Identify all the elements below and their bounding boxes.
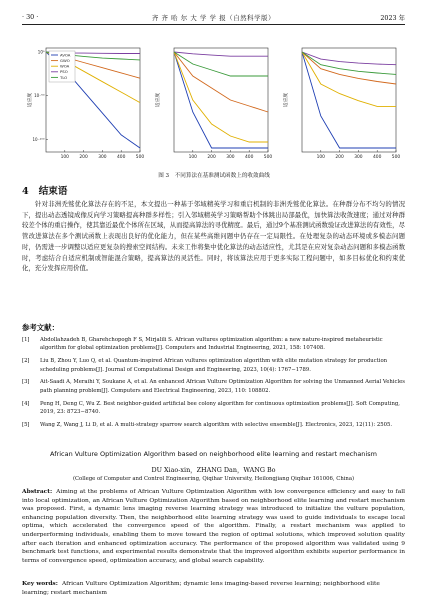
x-tick-label: 100: [60, 155, 69, 160]
page-number: · 30 ·: [22, 13, 39, 21]
x-tick-label: 400: [245, 155, 254, 160]
reference-number: [2]: [22, 358, 30, 365]
reference-text: Abdollahzadeh B, Gharehchopogh F S, Mirjalili S. African vultures optimization algorithm: a new nature-inspired metaheuristic algorithm for global optimization problems[J]. Computers and Industrial Engineering, 2021, 158: 107408.: [40, 337, 383, 352]
abstract-label: Abstract:: [22, 488, 53, 495]
reference-number: [5]: [22, 421, 30, 428]
section-title: 结束语: [38, 186, 68, 197]
reference-text: Peng H, Deng C, Wu Z. Best neighbor-guided artificial bee colony algorithm for continuous optimization problems[J]. Soft Computing, 2019, 23: 8723−8740.: [40, 400, 400, 416]
english-authors: DU Xiao-xin，ZHANG Dan，WANG Bo: [151, 466, 276, 474]
references-heading: 参考文献：: [22, 323, 59, 332]
x-tick-label: 400: [373, 155, 382, 160]
y-tick-label: 10⁻¹⁰⁰: [32, 136, 45, 142]
abstract-text: Aiming at the problems of African Vulture Optimization Algorithm with low convergence efficiency and easy to fall into local optimization, an African Vulture Optimization Algorithm based on neighborhood elite learning and restart mechanism was proposed. First, a dynamic lens imaging reverse learning strategy was introduced to initialize the vulture population, enhancing population diversity. Then, the neighborhood elite learning strategy was used to guide individuals to escape local optima, which accelerated the convergence speed of the algorithm. Finally, a restart mechanism was applied to underperforming individuals, enabling them to move toward the region of optimal solutions, which improved solution quality after each iteration and enhanced optimization accuracy. The performance of the proposed algorithm was validated using 9 benchmark test functions, and experimental results demonstrate that the improved algorithm exhibits superior performance in terms of convergence speed, optimization accuracy, and global search capability.: [22, 489, 405, 564]
english-affiliation: (College of Computer and Control Engineering, Qiqihar University, Heilongjiang Qiqihar 161006, China): [72, 476, 355, 482]
reference-text: Liu B, Zhou Y, Luo Q, et al. Quantum-inspired African vultures optimization algorithm with elite mutation strategy for production scheduling problems[J]. Journal of Computational Design and Engineering, 2023, 10(4): 1767−1789.: [40, 358, 388, 373]
plot-middle: [154, 44, 272, 168]
convergence-plot-middle: [154, 44, 272, 168]
x-tick-label: 200: [79, 155, 88, 160]
y-axis-label: 适应度: [28, 92, 33, 108]
reference-item: [22, 378, 405, 395]
x-tick-label: 200: [335, 155, 344, 160]
section-number: 4: [22, 186, 29, 197]
series-line: [302, 52, 396, 65]
x-tick-label: 300: [226, 155, 235, 160]
reference-text: Ait-Saadi A, Meraihi Y, Soukane A, et al. An enhanced African Vulture Optimization Algorithm for solving the Unmanned Aerial Vehicles path planning problem[J]. Computers and Electrical Engineering, 2023, 110: 108802.: [40, 379, 405, 394]
x-tick-label: 500: [263, 155, 272, 160]
x-tick-label: 200: [207, 155, 216, 160]
section-heading: [22, 183, 67, 197]
references-list: [22, 336, 405, 434]
convergence-plot-left: [26, 44, 144, 168]
x-tick-label: 100: [316, 155, 325, 160]
x-tick-label: 300: [354, 155, 363, 160]
x-tick-label: 500: [391, 155, 400, 160]
figure-caption: 图 3 不同算法在基准测试函数上的收敛曲线: [158, 173, 270, 179]
reference-text: Wang Z, Wang J, Li D, et al. A multi-strategy sparrow search algorithm with selective ensemble[J]. Electronics, 2023, 12(11): 2505.: [40, 421, 393, 428]
header-rule: [22, 24, 405, 25]
y-tick-label: 10⁻⁵⁰: [34, 93, 45, 99]
series-line: [302, 52, 396, 106]
conclusion-paragraph: 针对非洲秃鹫优化算法存在的不足，本文提出一种基于邻域精英学习和重启机制的非洲秃鹫优化算法。在种群分布不均匀的情况下，提出动态透镜成像反向学习策略提高种群多样性；引入邻域精英学习策略帮助个体跳出局部最优，加快算法收敛速度；通过对种群较差个体的重启操作，使其靠近最优个体所在区域，从而提高算法的寻优精度。最后，通过9个基准测试函数验证改进算法的有效性，尽管改进算法在多个测试函数上表现出良好的优化能力，但在某些高维问题中仍存在一定局限性。在处理复杂的动态环境或多模态问题时，仍需进一步调整以适应更复杂的搜索空间结构。未来工作将集中优化算法的动态适应性，尤其是在应对复杂动态问题和多模态函数时，考虑结合自适应机制或智能混合策略，提高算法的灵活性。同时，将该算法应用于更多实际工程问题中，如多目标优化和约束优化，充分发挥应用价值。: [22, 200, 405, 273]
english-abstract: [22, 488, 405, 565]
reference-number: [3]: [22, 379, 30, 386]
x-tick-label: 100: [188, 155, 197, 160]
reference-item: [22, 421, 405, 429]
english-keywords: [22, 580, 405, 597]
reference-item: [22, 357, 405, 374]
series-line: [302, 52, 396, 74]
running-header: [22, 11, 405, 23]
x-tick-label: 400: [117, 155, 126, 160]
series-line: [302, 52, 396, 148]
legend-label: PSO: [60, 69, 68, 75]
header-year: 2023 年: [380, 13, 405, 22]
reference-number: [4]: [22, 400, 30, 407]
x-tick-label: 500: [135, 155, 144, 160]
figure-3: [26, 44, 402, 178]
series-line: [174, 52, 268, 56]
legend-label: GWO: [60, 58, 70, 63]
x-tick-label: 300: [98, 155, 107, 160]
y-axis-label: 适应度: [156, 92, 161, 108]
plot-right: [282, 44, 400, 168]
english-title: African Vulture Optimization Algorithm based on neighborhood elite learning and restart mechanism: [50, 450, 377, 458]
journal-name: 齐 齐 哈 尔 大 学 学 报（自然科学版）: [151, 13, 276, 22]
plot-frame: [174, 48, 268, 152]
series-line: [302, 52, 396, 84]
convergence-plot-right: [282, 44, 400, 168]
y-tick-label: 10⁰: [37, 49, 45, 55]
legend-label: AVOA: [60, 52, 71, 58]
legend-label: WOA: [60, 63, 70, 69]
legend-label: TLO: [60, 74, 68, 80]
keywords-text: African Vulture Optimization Algorithm; dynamic lens imaging-based reverse learning; neighborhood elite learning; restart mechanism: [22, 581, 380, 596]
reference-item: [22, 400, 405, 417]
reference-item: [22, 336, 405, 353]
keywords-label: Key words:: [22, 580, 58, 587]
reference-number: [1]: [22, 337, 30, 343]
plot-left: [26, 44, 144, 168]
y-axis-label: 适应度: [284, 92, 289, 108]
series-line: [174, 52, 268, 148]
